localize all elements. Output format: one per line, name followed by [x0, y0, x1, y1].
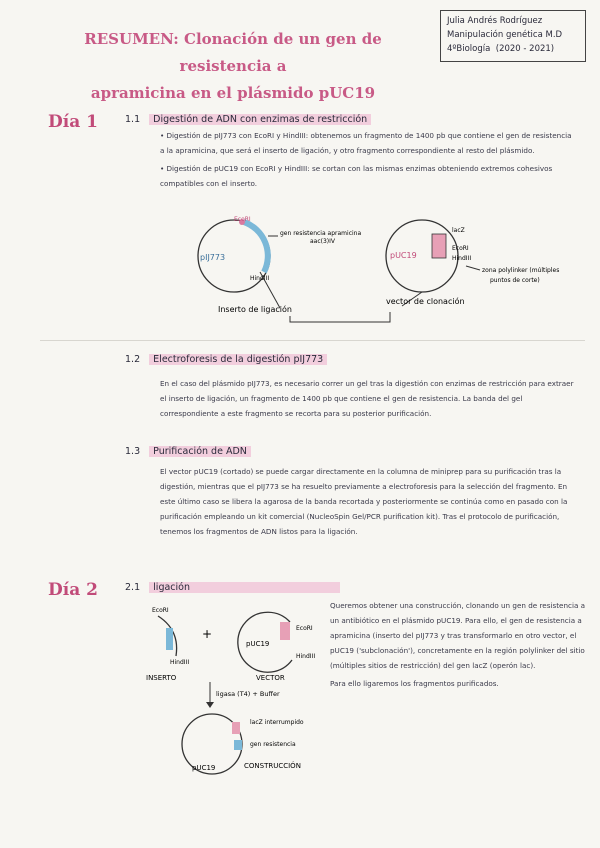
section-1-3-heading: [125, 446, 251, 457]
lacz-segment: [432, 234, 446, 258]
title-line-1: RESUMEN: Clonación de un gen de resistencia a: [84, 30, 382, 75]
divider: [40, 340, 585, 341]
ligation-diagram: [140, 600, 330, 780]
construction-paragraph: Queremos obtener una construcción, clonando un gen de resistencia a un antibiótico en el plásmido pUC19. Para ello, el gen de resistencia a apramicina (inserto del pIJ773 y tras transformarlo en otro vector, el pUC19 ('subclonación'), concretamente en la región polylinker del sitio (múltiples sitios de restricción) del gen lacZ (operón lac).: [330, 601, 586, 670]
insert-arrow: [260, 272, 280, 308]
day1-heading: Día 1: [48, 112, 98, 132]
year: (2020 - 2021): [495, 44, 555, 54]
construct-puc19-label: pUC19: [192, 764, 216, 772]
plus-sign: +: [202, 627, 213, 641]
title-line-2: apramicina en el plásmido pUC19: [90, 84, 376, 102]
section-number: 1.3: [125, 446, 141, 457]
apramycin-gene-segment: [244, 222, 268, 272]
insert-gene: [166, 628, 173, 650]
section-title: Digestión de ADN con enzimas de restricción: [149, 114, 371, 125]
vector-label: vector de clonación: [386, 297, 465, 306]
vector-puc19-label: pUC19: [246, 640, 270, 648]
section-1-1-text: [160, 128, 578, 194]
author-name: Julia Andrés Rodríguez: [447, 16, 543, 26]
polylinker-label-2: puntos de corte): [490, 277, 540, 284]
section-number: 2.1: [125, 582, 141, 593]
polylinker-pointer: [466, 266, 480, 270]
subject-name: Manipulación genética M.D: [447, 30, 563, 40]
section-2-1-text: [330, 598, 588, 694]
ecori-label: EcoRI: [234, 216, 251, 223]
section-2-1-heading: [125, 582, 340, 593]
section-1-2-heading: [125, 354, 327, 365]
lacz-interrupted-label: lacZ interrumpido: [250, 719, 304, 726]
course-year: [447, 42, 579, 56]
section-number: 1.1: [125, 114, 141, 125]
vector-ecori-label: EcoRI: [296, 625, 313, 632]
hindiii2-label: HindIII: [452, 255, 472, 262]
arrow-head: [206, 702, 214, 708]
section-title: Electroforesis de la digestión pIJ773: [149, 354, 327, 365]
connector-bracket: [290, 312, 390, 322]
vector-label: VECTOR: [256, 674, 285, 682]
puc19-label: pUC19: [390, 251, 417, 260]
bullet-digestion-puc19: • Digestión de pUC19 con EcoRI y HindIII: se cortan con las mismas enzimas obteniendo extremos cohesivos compatibles con el inserto.: [160, 164, 553, 188]
ecori2-label: EcoRI: [452, 245, 469, 252]
author-box: [440, 10, 586, 62]
gene-label-1: gen resistencia apramicina: [280, 230, 362, 237]
section-number: 1.2: [125, 354, 141, 365]
pij773-label: pIJ773: [200, 253, 226, 262]
section-1-3-text: El vector pUC19 (cortado) se puede cargar directamente en la columna de miniprep para su purificación tras la digestión, mientras que el pIJ773 se ha resuelto previamente a electroforesis para la selección del fragmento. En este último caso se libera la agarosa de la banda recortada y posteriormente se continúa como en pasado con la purificación empleando un kit comercial (NucleoSpin Gel/PCR purification kit). Tras el protocolo de purificación, tenemos los fragmentos de ADN listos para la ligación.: [160, 467, 568, 536]
vector-hindiii-label: HindIII: [296, 653, 316, 660]
construct-label: CONSTRUCCIÓN: [244, 762, 301, 770]
gene-resistance-label: gen resistencia: [250, 741, 296, 748]
page-title: [48, 26, 418, 107]
bullet-digestion-pij773: • Digestión de pIJ773 con EcoRI y HindIII: obtenemos un fragmento de 1400 pb que contiene el gen de resistencia a la apramicina, que será el inserto de ligación, y otro fragmento correspondiente al resto del plásmido.: [160, 131, 572, 155]
day2-heading: Día 2: [48, 580, 98, 600]
ligation-paragraph: Para ello ligaremos los fragmentos purificados.: [330, 679, 499, 688]
insert-label: INSERTO: [146, 674, 177, 682]
vector-lacz: [280, 622, 290, 640]
insert-label: Inserto de ligación: [218, 305, 292, 314]
polylinker-label-1: zona polylinker (múltiples: [482, 267, 560, 274]
insert-hindiii-label: HindIII: [170, 659, 190, 666]
section-title: ligación: [149, 582, 340, 593]
hindiii-label: HindIII: [250, 275, 270, 282]
section-title: Purificación de ADN: [149, 446, 251, 457]
lacz-label: lacZ: [452, 227, 465, 234]
construct-lacz: [232, 722, 240, 734]
ligase-label: ligasa (T4) + Buffer: [216, 690, 280, 698]
course: 4ºBiología: [447, 44, 491, 54]
gene-label-2: aac(3)IV: [310, 238, 336, 245]
section-1-1-heading: [125, 114, 371, 125]
section-1-2-text: En el caso del plásmido pIJ773, es necesario correr un gel tras la digestión con enzimas de restricción para extraer el inserto de ligación, un fragmento de 1400 pb que contiene el gen de resistencia. La banda del gel correspondiente a este fragmento se recorta para su posterior purificación.: [160, 379, 574, 418]
insert-ecori-label: EcoRI: [152, 607, 169, 614]
digestion-diagram: [190, 212, 590, 330]
construct-gene: [234, 740, 242, 750]
